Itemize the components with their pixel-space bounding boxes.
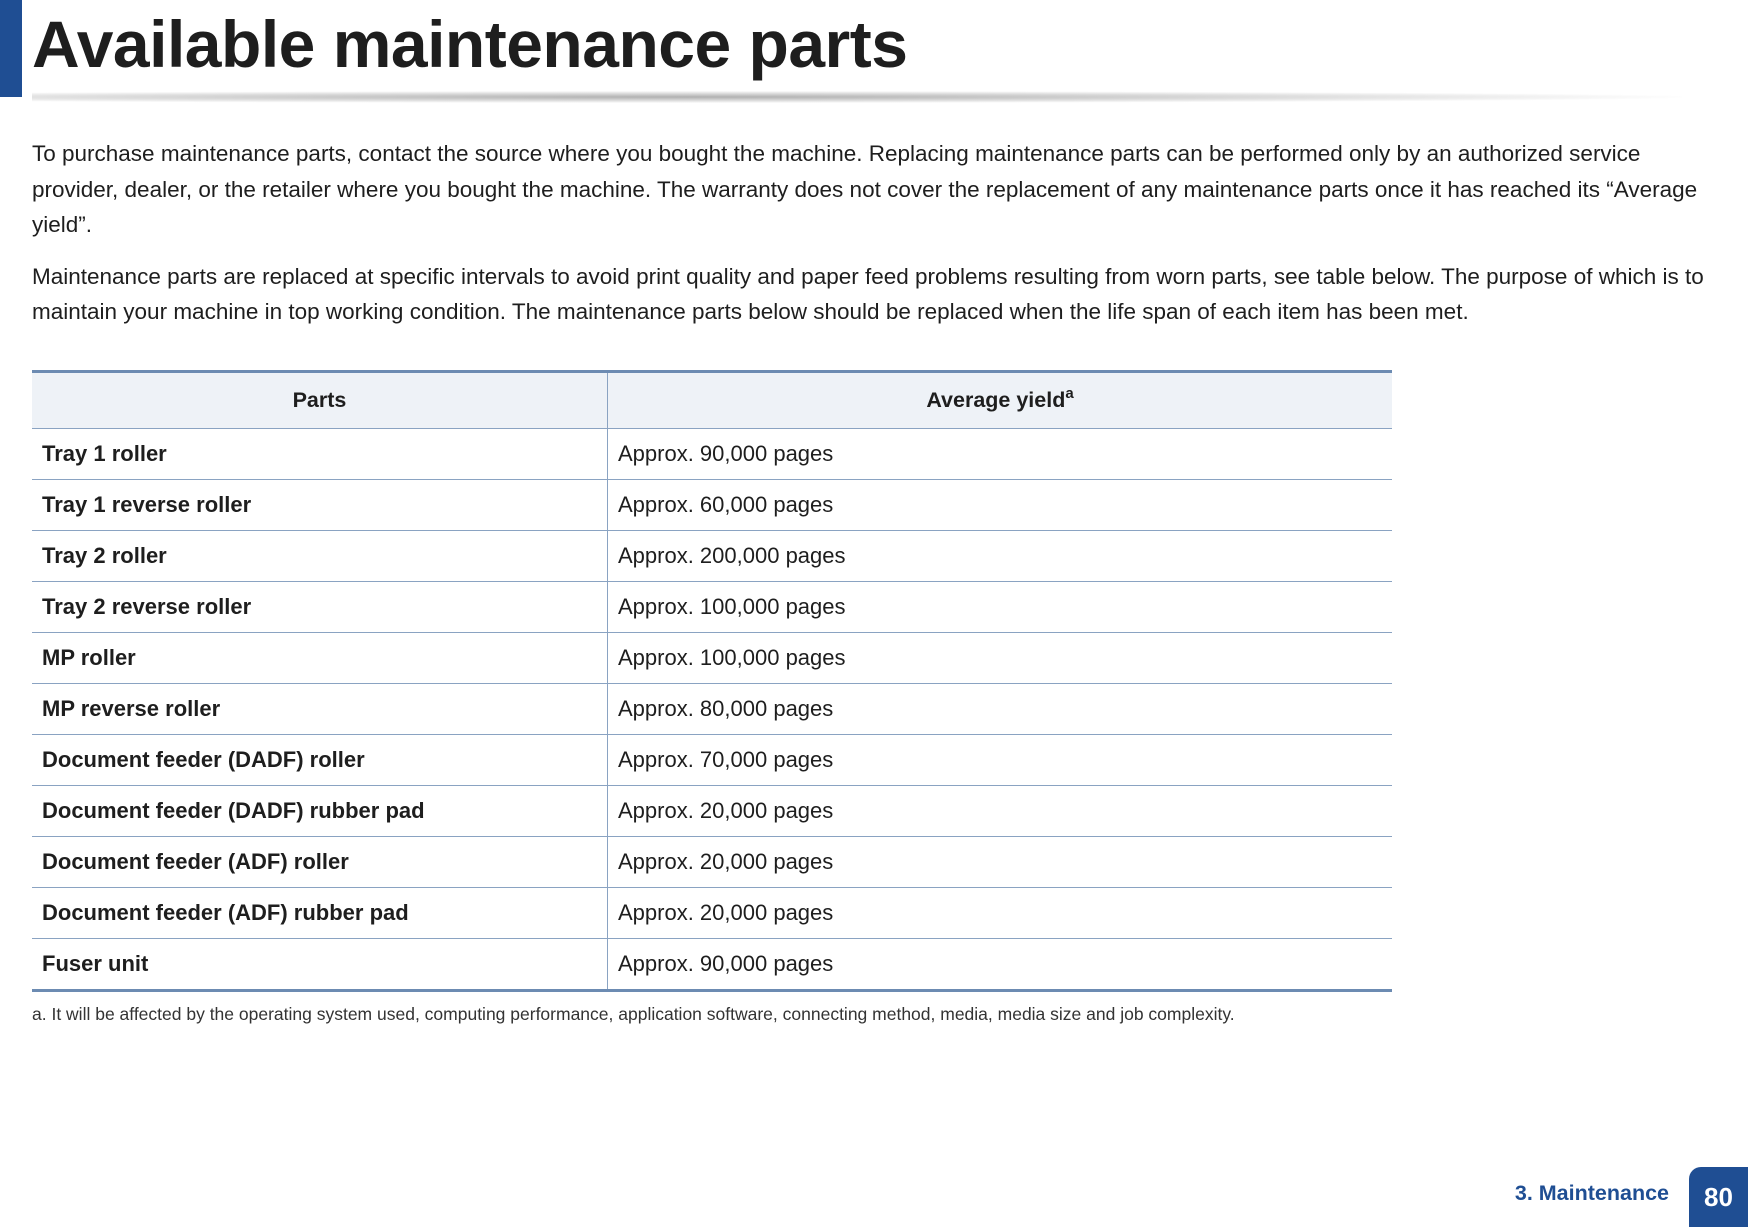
title-underline: [32, 91, 1682, 103]
table-row: [32, 888, 1392, 939]
average-yield-cell: Approx. 90,000 pages: [608, 939, 1393, 991]
footnote-marker: a: [1065, 385, 1074, 402]
average-yield-cell: Approx. 100,000 pages: [608, 633, 1393, 684]
part-name-cell: Tray 1 reverse roller: [32, 480, 608, 531]
intro-paragraph-1: To purchase maintenance parts, contact the source where you bought the machine. Replacing maintenance parts can be performed only by an authorized service provider, dealer, or the retailer where you bought the machine. The warranty does not cover the replacement of any maintenance parts once it has reached its “Average yield”.: [32, 141, 1698, 237]
table-row: [32, 429, 1392, 480]
column-header-parts-label: Parts: [292, 388, 347, 412]
part-name-cell: Document feeder (DADF) rubber pad: [32, 786, 608, 837]
column-header-average-yield: [608, 372, 1393, 429]
table-row: [32, 480, 1392, 531]
page-number-badge: 80: [1689, 1167, 1748, 1227]
average-yield-cell: Approx. 20,000 pages: [608, 786, 1393, 837]
average-yield-cell: Approx. 20,000 pages: [608, 837, 1393, 888]
part-name-cell: Tray 2 roller: [32, 531, 608, 582]
part-name-cell: Document feeder (ADF) rubber pad: [32, 888, 608, 939]
part-name-cell: MP roller: [32, 633, 608, 684]
page-title: Available maintenance parts: [32, 7, 908, 81]
average-yield-cell: Approx. 200,000 pages: [608, 531, 1393, 582]
part-name-cell: Fuser unit: [32, 939, 608, 991]
part-name-cell: Tray 1 roller: [32, 429, 608, 480]
average-yield-cell: Approx. 90,000 pages: [608, 429, 1393, 480]
table-header-row: [32, 372, 1392, 429]
title-accent-bar: [0, 0, 22, 97]
average-yield-cell: Approx. 60,000 pages: [608, 480, 1393, 531]
table-row: [32, 837, 1392, 888]
table-row: [32, 786, 1392, 837]
part-name-cell: Tray 2 reverse roller: [32, 582, 608, 633]
table-row: [32, 633, 1392, 684]
table-row: [32, 684, 1392, 735]
table-row: [32, 531, 1392, 582]
average-yield-cell: Approx. 80,000 pages: [608, 684, 1393, 735]
column-header-parts: [32, 372, 608, 429]
footer-section-link[interactable]: 3. Maintenance: [1514, 1181, 1669, 1205]
table-row: [32, 735, 1392, 786]
average-yield-cell: Approx. 20,000 pages: [608, 888, 1393, 939]
intro-text: [32, 136, 1722, 346]
average-yield-cell: Approx. 70,000 pages: [608, 735, 1393, 786]
table-footnote: a. It will be affected by the operating system used, computing performance, application software, connecting method, media, media size and job complexity.: [32, 1004, 1235, 1024]
table-row: [32, 582, 1392, 633]
average-yield-cell: Approx. 100,000 pages: [608, 582, 1393, 633]
column-header-average-yield-label: Average yield: [926, 388, 1066, 412]
part-name-cell: MP reverse roller: [32, 684, 608, 735]
maintenance-parts-table: [32, 370, 1392, 992]
part-name-cell: Document feeder (DADF) roller: [32, 735, 608, 786]
table-row: [32, 939, 1392, 991]
intro-paragraph-2: Maintenance parts are replaced at specific intervals to avoid print quality and paper feed problems resulting from worn parts, see table below. The purpose of which is to maintain your machine in top working condition. The maintenance parts below should be replaced when the life span of each item has been met.: [32, 263, 1704, 324]
part-name-cell: Document feeder (ADF) roller: [32, 837, 608, 888]
